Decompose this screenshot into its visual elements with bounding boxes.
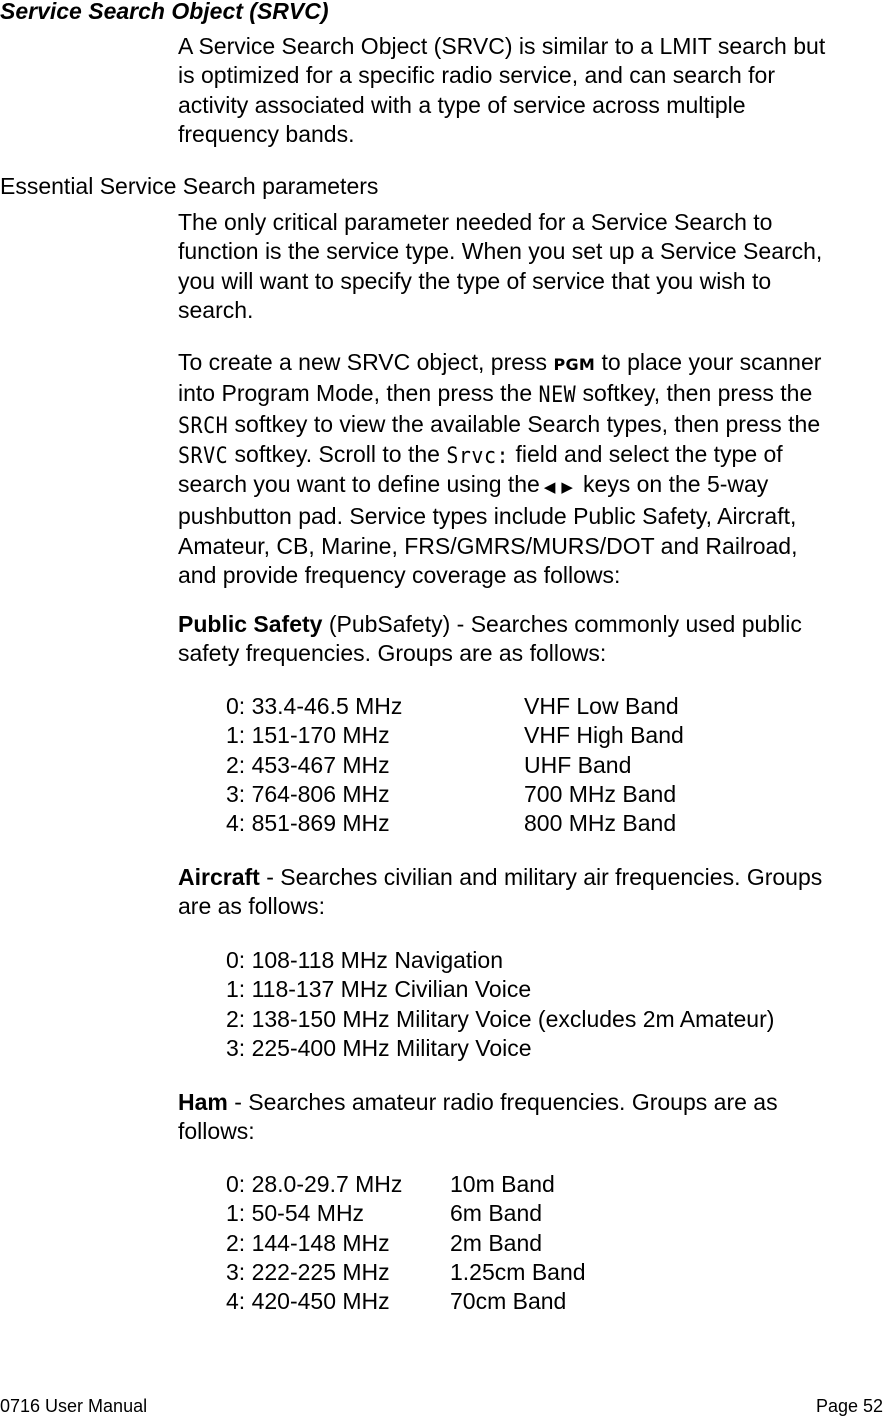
essential-line: search. — [178, 296, 254, 323]
create-text: search you want to define using the — [178, 471, 540, 498]
list-item: 2: 138-150 MHz Military Voice (excludes 2m Amateur) — [226, 1005, 775, 1032]
srch-softkey-label: SRCH — [178, 411, 229, 438]
essential-line: function is the service type. When you set up a Service Search, — [178, 238, 823, 265]
group-band: 2m Band — [450, 1229, 543, 1256]
ham-line: follows: — [178, 1118, 255, 1145]
essential-heading: Essential Service Search parameters — [0, 173, 379, 199]
group-range: 3: 764-806 MHz — [226, 780, 390, 807]
create-text: field and select the type of — [509, 440, 783, 467]
group-range: 0: 33.4-46.5 MHz — [226, 693, 403, 719]
create-line — [178, 470, 883, 502]
left-right-arrow-icon: ◀▶ — [543, 479, 579, 497]
intro-paragraph — [178, 32, 883, 149]
create-text: softkey, then press the — [576, 380, 813, 407]
pgm-key-label: PGM — [553, 355, 596, 374]
aircraft-line — [178, 863, 883, 892]
aircraft-line: are as follows: — [178, 893, 326, 920]
create-line: pushbutton pad. Service types include Public Safety, Aircraft, — [178, 503, 797, 530]
group-band: VHF Low Band — [524, 693, 679, 719]
public-safety-paragraph — [178, 610, 883, 669]
intro-line: A Service Search Object (SRVC) is similar to a LMIT search but — [178, 33, 826, 59]
public-safety-desc: (PubSafety) - Searches commonly used public — [322, 611, 802, 637]
intro-line: is optimized for a specific radio service, and can search for — [178, 62, 775, 89]
group-range: 2: 453-467 MHz — [226, 751, 390, 778]
aircraft-name: Aircraft — [178, 864, 260, 890]
create-text: into Program Mode, then press the — [178, 380, 539, 407]
group-range: 0: 28.0-29.7 MHz — [226, 1171, 403, 1197]
aircraft-groups — [226, 946, 774, 1063]
group-range: 1: 151-170 MHz — [226, 722, 390, 749]
create-text: softkey. Scroll to the — [228, 440, 447, 467]
ham-paragraph — [178, 1088, 883, 1147]
section-title: Service Search Object (SRVC) — [0, 0, 329, 24]
footer-page-number: Page 52 — [815, 1396, 883, 1416]
essential-line: The only critical parameter needed for a Service Search to — [178, 209, 773, 235]
group-range: 1: 50-54 MHz — [226, 1200, 365, 1227]
group-band: 1.25cm Band — [450, 1258, 586, 1285]
list-item: 1: 118-137 MHz Civilian Voice — [226, 976, 532, 1003]
create-text: softkey to view the available Search types, then press the — [228, 410, 821, 437]
group-band: UHF Band — [524, 751, 632, 778]
aircraft-desc: - Searches civilian and military air frequencies. Groups — [259, 864, 823, 890]
aircraft-paragraph — [178, 863, 883, 922]
public-safety-line: safety frequencies. Groups are as follows: — [178, 640, 607, 667]
ham-desc: - Searches amateur radio frequencies. Groups are as — [227, 1089, 778, 1115]
group-range: 3: 222-225 MHz — [226, 1258, 390, 1285]
create-line — [178, 379, 883, 409]
footer-manual-title: 0716 User Manual — [0, 1396, 148, 1416]
group-band: VHF High Band — [524, 722, 684, 749]
list-item: 0: 108-118 MHz Navigation — [226, 947, 503, 973]
public-safety-name: Public Safety — [178, 611, 323, 637]
new-softkey-label: NEW — [538, 380, 577, 408]
group-range: 4: 851-869 MHz — [226, 810, 390, 837]
intro-line: activity associated with a type of service across multiple — [178, 91, 746, 118]
essential-line: you will want to specify the type of service that you wish to — [178, 267, 772, 294]
group-band: 6m Band — [450, 1200, 543, 1227]
srvc-softkey-label: SRVC — [178, 441, 229, 469]
create-text: keys on the 5-way — [582, 471, 769, 498]
create-line — [178, 348, 883, 379]
create-line — [178, 440, 883, 470]
create-paragraph — [178, 348, 883, 590]
ham-line — [178, 1088, 883, 1117]
create-line — [178, 410, 883, 440]
create-text: to place your scanner — [595, 349, 822, 375]
group-range: 2: 144-148 MHz — [226, 1229, 390, 1256]
intro-line: frequency bands. — [178, 120, 355, 147]
create-line: and provide frequency coverage as follows: — [178, 562, 621, 589]
ham-name: Ham — [178, 1089, 228, 1115]
group-range: 4: 420-450 MHz — [226, 1288, 390, 1315]
list-item: 3: 225-400 MHz Military Voice — [226, 1034, 532, 1061]
group-band: 800 MHz Band — [524, 810, 677, 837]
public-safety-line — [178, 610, 883, 639]
essential-paragraph — [178, 208, 883, 325]
create-text: To create a new SRVC object, press — [178, 349, 554, 375]
srvc-field-label: Srvc: — [446, 441, 510, 469]
group-band: 700 MHz Band — [524, 780, 677, 807]
group-band: 70cm Band — [450, 1288, 567, 1315]
create-line: Amateur, CB, Marine, FRS/GMRS/MURS/DOT and Railroad, — [178, 532, 798, 559]
group-band: 10m Band — [450, 1171, 555, 1197]
